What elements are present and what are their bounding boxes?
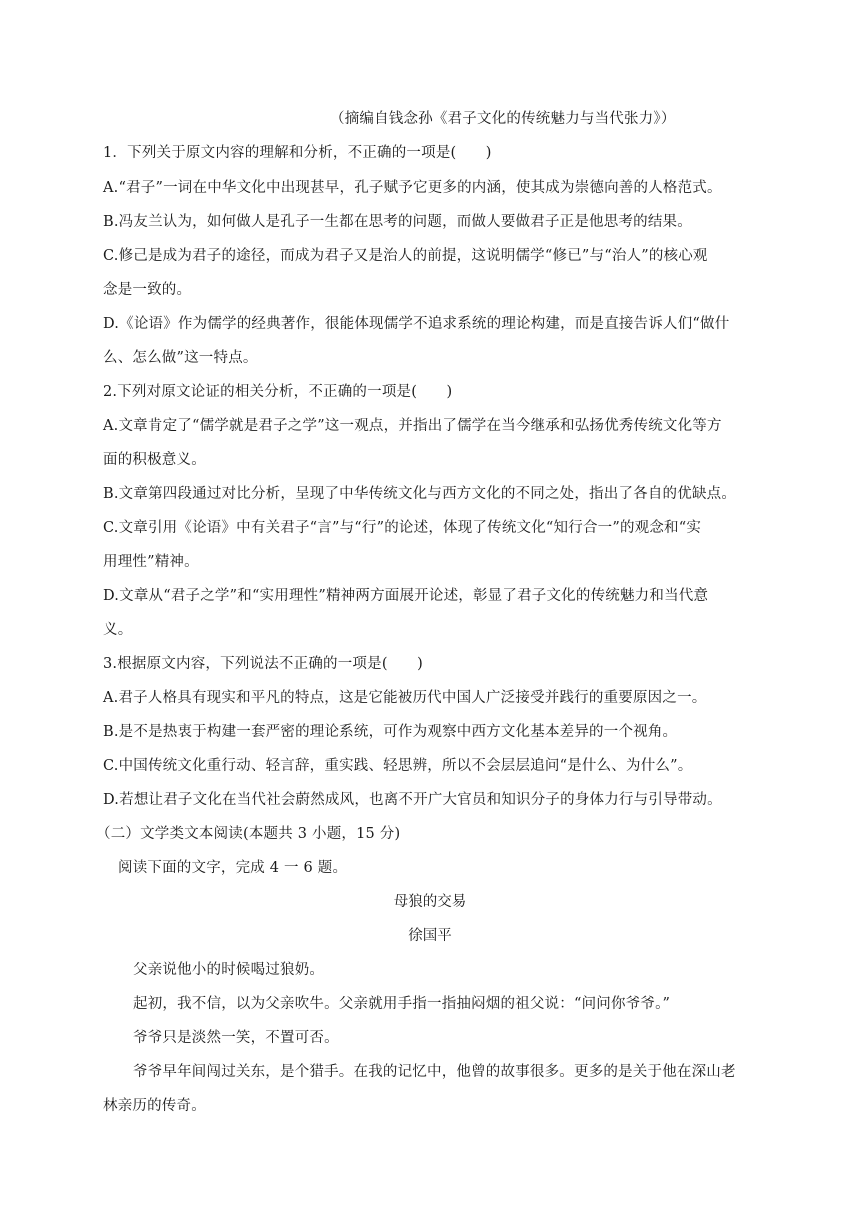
question-1-stem: 1．下列关于原文内容的理解和分析，不正确的一项是( ) — [103, 145, 492, 161]
question-3-stem: 3.根据原文内容，下列说法不正确的一项是( ) — [103, 656, 423, 672]
question-2-option-b: B.文章第四段通过对比分析，呈现了中华传统文化与西方文化的不同之处，指出了各自的优缺点。 — [103, 486, 737, 502]
story-paragraph-2: 起初，我不信，以为父亲吹牛。父亲就用手指一指抽闷烟的祖父说：“问问你爷爷。” — [133, 996, 671, 1012]
question-2-option-c-line1: C.文章引用《论语》中有关君子“言”与“行”的论述，体现了传统文化“知行合一”的观念和“实 — [103, 520, 702, 536]
source-citation: （摘编自钱念孙《君子文化的传统魅力与当代张力》） — [330, 111, 676, 127]
question-1-option-d-line2: 么、怎么做”这一特点。 — [103, 350, 258, 366]
question-3-option-d: D.若想让君子文化在当代社会蔚然成风，也离不开广大官员和知识分子的身体力行与引导带动。 — [103, 792, 722, 808]
story-paragraph-3: 爷爷只是淡然一笑，不置可否。 — [133, 1030, 339, 1046]
question-2-option-c-line2: 用理性”精神。 — [103, 554, 199, 570]
question-3-option-a: A.君子人格具有现实和平凡的特点，这是它能被历代中国人广泛接受并践行的重要原因之一。 — [103, 690, 707, 706]
question-2-option-d-line1: D.文章从“君子之学”和“实用理性”精神两方面展开论述，彰显了君子文化的传统魅力和当代意 — [103, 588, 709, 604]
question-3-option-b: B.是不是热衷于构建一套严密的理论系统，可作为观察中西方文化基本差异的一个视角。 — [103, 724, 678, 740]
story-paragraph-4-line2: 林亲历的传奇。 — [103, 1098, 206, 1114]
story-title: 母狼的交易 — [393, 894, 467, 910]
story-author: 徐国平 — [408, 928, 452, 944]
question-1-option-a: A.“君子”一词在中华文化中出现甚早，孔子赋予它更多的内涵，使其成为崇德向善的人格范式。 — [103, 180, 722, 196]
question-2-option-a-line1: A.文章肯定了“儒学就是君子之学”这一观点，并指出了儒学在当今继承和弘扬优秀传统文化等方 — [103, 418, 722, 434]
question-1-option-d-line1: D.《论语》作为儒学的经典著作，很能体现儒学不追求系统的理论构建，而是直接告诉人们“做什 — [103, 316, 730, 332]
question-1-option-c-line1: C.修己是成为君子的途径，而成为君子又是治人的前提，这说明儒学“修已”与“治人”的核心观 — [103, 248, 708, 264]
question-1-option-c-line2: 念是一致的。 — [103, 282, 192, 298]
question-3-option-c: C.中国传统文化重行动、轻言辞，重实践、轻思辨，所以不会层层追问“是什么、为什么”。 — [103, 758, 693, 774]
section-2-instruction: 阅读下面的文字，完成 4 一 6 题。 — [118, 860, 348, 876]
question-2-option-d-line2: 义。 — [103, 622, 133, 638]
story-paragraph-1: 父亲说他小的时候喝过狼奶。 — [133, 962, 325, 978]
question-2-stem: 2.下列对原文论证的相关分析，不正确的一项是( ) — [103, 384, 453, 400]
question-1-option-b: B.冯友兰认为，如何做人是孔子一生都在思考的问题，而做人要做君子正是他思考的结果。 — [103, 214, 692, 230]
section-2-heading: （二）文学类文本阅读(本题共 3 小题，15 分) — [96, 826, 401, 842]
story-paragraph-4-line1: 爷爷早年间闯过关东，是个猎手。在我的记忆中，他曾的故事很多。更多的是关于他在深山老 — [133, 1064, 736, 1080]
question-2-option-a-line2: 面的积极意义。 — [103, 452, 206, 468]
